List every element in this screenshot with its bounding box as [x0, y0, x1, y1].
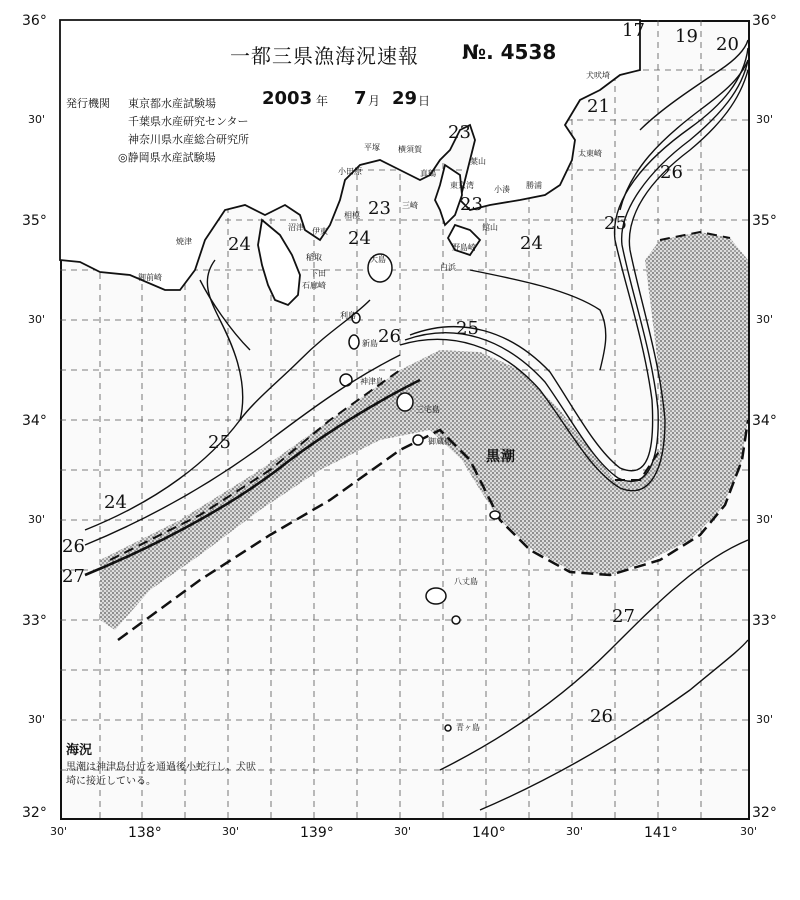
place-hayama: 葉山 [470, 157, 486, 166]
contour-label: 24 [228, 234, 251, 255]
contour-label: 21 [587, 96, 610, 117]
place-nojimazaki: 野島崎 [452, 243, 476, 252]
place-oshima: 大島 [370, 255, 386, 264]
place-irozaki: 石廊崎 [302, 281, 326, 290]
contour-label: 25 [604, 213, 627, 234]
lat-left-label: 35° [22, 213, 47, 229]
lat-left-label: 30' [28, 713, 46, 726]
contour-label: 24 [348, 228, 371, 249]
place-kobato: 小湊 [494, 185, 510, 194]
place-niijima: 新島 [362, 339, 378, 348]
sea-condition-notes [66, 742, 256, 790]
place-katsuura: 勝浦 [526, 181, 542, 190]
lon-label: 30' [394, 825, 412, 838]
lat-right-label: 33° [752, 613, 777, 629]
contour-label: 24 [104, 492, 127, 513]
lat-right-label: 30' [756, 113, 774, 126]
lat-left-label: 30' [28, 513, 46, 526]
contour-label: 25 [456, 318, 479, 339]
lat-right-label: 30' [756, 713, 774, 726]
contour-label: 27 [612, 606, 635, 627]
place-taitozaki: 太東崎 [578, 149, 602, 158]
contour-label: 19 [675, 26, 698, 47]
contour-label: 26 [660, 162, 683, 183]
place-tateyama: 館山 [482, 223, 498, 232]
contour-label: 26 [378, 326, 401, 347]
place-tokyowan: 東京湾 [450, 181, 474, 190]
place-mikurajima: 御蔵島 [428, 437, 452, 446]
place-aogashima: 青ヶ島 [456, 723, 480, 732]
kuroshio-label: 黒潮 [486, 449, 516, 465]
lat-right-label: 36° [752, 13, 777, 29]
contour-label: 25 [208, 432, 231, 453]
place-kozushima: 神津島 [360, 377, 384, 386]
contour-label: 26 [62, 536, 85, 557]
hachijojima-island [426, 588, 446, 604]
lon-label: 141° [644, 825, 678, 841]
lon-label: 30' [222, 825, 240, 838]
place-shirahama: 白浜 [440, 263, 456, 272]
place-inatori: 稲取 [306, 253, 322, 262]
place-sagami: 相模 [344, 211, 360, 220]
contour-label: 17 [622, 20, 645, 41]
place-numazu: 沼津 [288, 223, 304, 232]
lon-label: 139° [300, 825, 334, 841]
lat-left-label: 30' [28, 113, 46, 126]
issuer-tokyo: 東京都水産試験場 [128, 97, 216, 110]
place-odawara: 小田原 [338, 167, 362, 176]
lon-label: 140° [472, 825, 506, 841]
issuer-kanagawa: 神奈川県水産総合研究所 [128, 133, 249, 146]
notes-heading: 海況 [66, 743, 93, 758]
contour-label: 23 [368, 198, 391, 219]
place-hachijojima: 八丈島 [454, 577, 478, 586]
lat-right-label: 30' [756, 313, 774, 326]
date-month: 7 [354, 88, 367, 109]
place-omaezaki: 御前崎 [138, 273, 162, 282]
contour-label: 23 [460, 194, 483, 215]
contour-label: 27 [62, 566, 85, 587]
place-misaki: 三崎 [402, 201, 418, 210]
miyakejima-island [397, 393, 413, 411]
issuer-chiba: 千葉県水産研究センター [128, 115, 249, 128]
lat-right-label: 35° [752, 213, 777, 229]
lon-label: 30' [50, 825, 68, 838]
lat-left-label: 34° [22, 413, 47, 429]
place-inubozaki: 犬吠埼 [586, 71, 610, 80]
date-year-unit: 年 [316, 94, 329, 108]
lat-left-label: 36° [22, 13, 47, 29]
lat-right-label: 30' [756, 513, 774, 526]
date-month-unit: 月 [368, 94, 381, 108]
place-shimoda: 下田 [310, 269, 326, 278]
place-yokosuka: 横須賀 [398, 145, 422, 154]
date-year: 2003 [262, 88, 313, 109]
report-title: 一都三県漁海況速報 [230, 44, 419, 68]
notes-body: 黒潮は神津島付近を通過後小蛇行し、犬吠埼に接近している。 [66, 761, 256, 788]
place-manazuru: 真鶴 [420, 169, 436, 178]
lon-label: 30' [566, 825, 584, 838]
lat-left-label: 30' [28, 313, 46, 326]
date-day: 29 [392, 88, 418, 109]
place-yaizu: 焼津 [176, 237, 192, 246]
issuer-shizuoka: ◎静岡県水産試験場 [118, 151, 216, 164]
lon-label: 30' [740, 825, 758, 838]
contour-label: 26 [590, 706, 613, 727]
contour-label: 23 [448, 122, 471, 143]
lat-left-label: 32° [22, 805, 47, 821]
contour-label: 20 [716, 34, 739, 55]
lat-left-label: 33° [22, 613, 47, 629]
contour-label: 24 [520, 233, 543, 254]
issuer-label: 発行機関 [66, 97, 110, 110]
lat-right-label: 34° [752, 413, 777, 429]
report-number: №. 4538 [462, 40, 557, 64]
lon-label: 138° [128, 825, 162, 841]
date-day-unit: 日 [418, 94, 431, 108]
place-toshima: 利島 [340, 311, 356, 320]
place-hiratsuka: 平塚 [364, 143, 380, 152]
lat-right-label: 32° [752, 805, 777, 821]
place-ito: 伊東 [312, 227, 328, 236]
place-miyakejima: 三宅島 [416, 405, 440, 414]
